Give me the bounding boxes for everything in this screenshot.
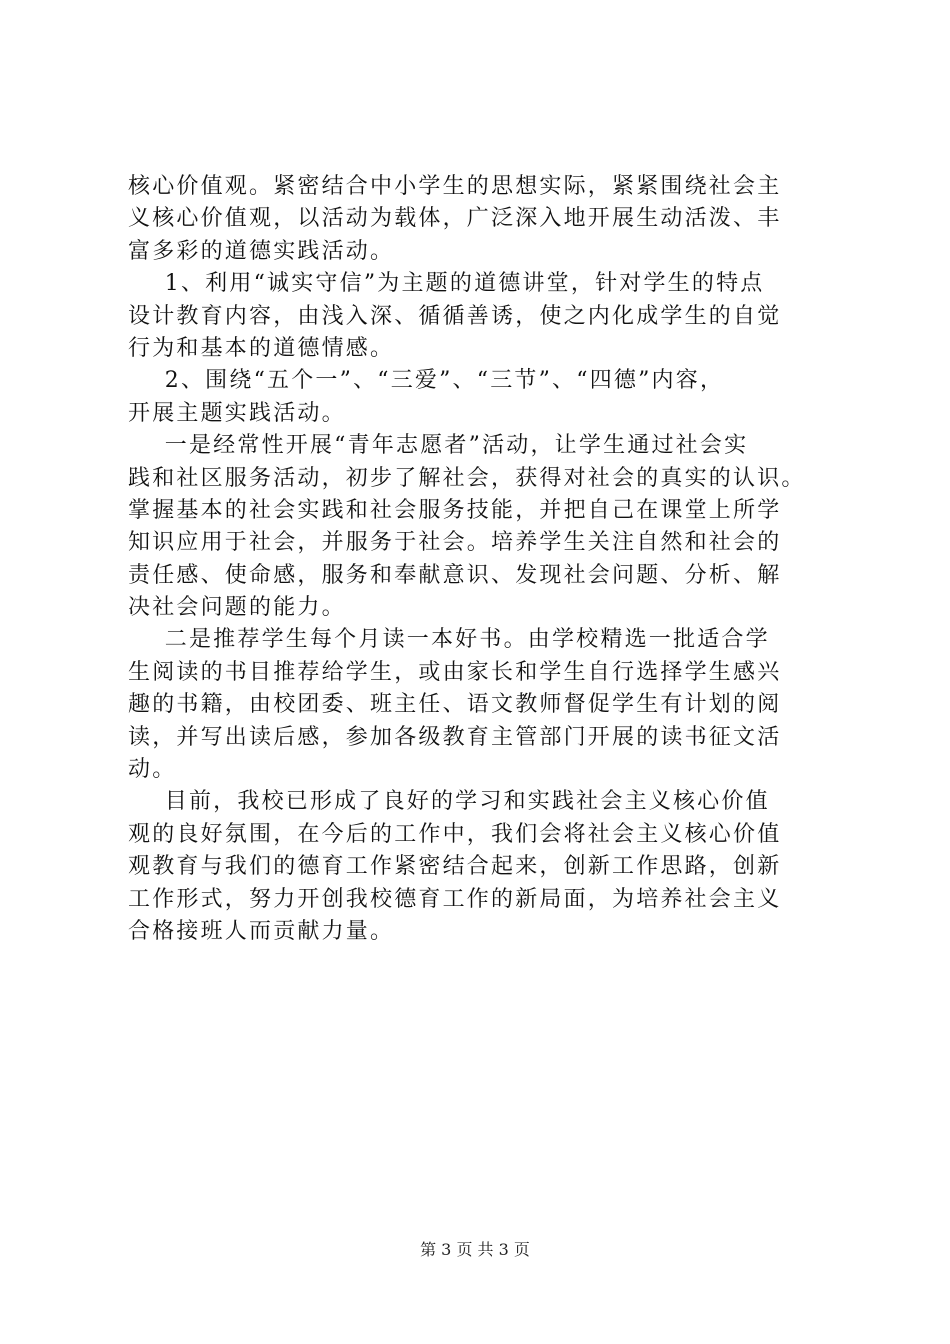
text-line: 知识应用于社会，并服务于社会。培养学生关注自然和社会的 xyxy=(128,530,782,556)
page-number-label: 第 3 页 共 3 页 xyxy=(420,1240,530,1259)
text-line: 读，并写出读后感，参加各级教育主管部门开展的读书征文活 xyxy=(128,724,782,750)
text-line: 工作形式，努力开创我校德育工作的新局面，为培养社会主义 xyxy=(128,886,782,912)
body-text xyxy=(128,171,838,948)
text-line: 开展主题实践活动。 xyxy=(128,400,346,426)
text-line: 责任感、使命感，服务和奉献意识、发现社会问题、分析、解 xyxy=(128,562,782,588)
text-line: 义核心价值观，以活动为载体，广泛深入地开展生动活泼、丰 xyxy=(128,206,782,232)
text-line: 二是推荐学生每个月读一本好书。由学校精选一批适合学 xyxy=(128,627,770,653)
text-line: 趣的书籍，由校团委、班主任、语文教师督促学生有计划的阅 xyxy=(128,692,782,718)
text-line: 践和社区服务活动，初步了解社会，获得对社会的真实的认识。 xyxy=(128,465,806,491)
text-line: 2、围绕“五个一”、“三爱”、“三节”、“四德”内容， xyxy=(128,368,725,394)
text-line: 生阅读的书目推荐给学生，或由家长和学生自行选择学生感兴 xyxy=(128,659,782,685)
text-line: 观教育与我们的德育工作紧密结合起来，创新工作思路，创新 xyxy=(128,854,782,880)
text-line: 合格接班人而贡献力量。 xyxy=(128,918,395,944)
text-line: 富多彩的道德实践活动。 xyxy=(128,238,395,264)
text-line: 动。 xyxy=(128,757,177,783)
text-line: 观的良好氛围，在今后的工作中，我们会将社会主义核心价值 xyxy=(128,821,782,847)
text-line: 决社会问题的能力。 xyxy=(128,595,346,621)
text-line: 目前，我校已形成了良好的学习和实践社会主义核心价值 xyxy=(128,789,770,815)
text-line: 行为和基本的道德情感。 xyxy=(128,335,395,361)
text-line: 一是经常性开展“青年志愿者”活动，让学生通过社会实 xyxy=(128,433,749,459)
text-line: 掌握基本的社会实践和社会服务技能，并把自己在课堂上所学 xyxy=(128,497,782,523)
text-line: 核心价值观。紧密结合中小学生的思想实际，紧紧围绕社会主 xyxy=(128,174,782,199)
text-line: 1、利用“诚实守信”为主题的道德讲堂，针对学生的特点 xyxy=(128,271,765,297)
page-footer xyxy=(0,1240,950,1260)
text-line: 设计教育内容，由浅入深、循循善诱，使之内化成学生的自觉 xyxy=(128,303,782,329)
